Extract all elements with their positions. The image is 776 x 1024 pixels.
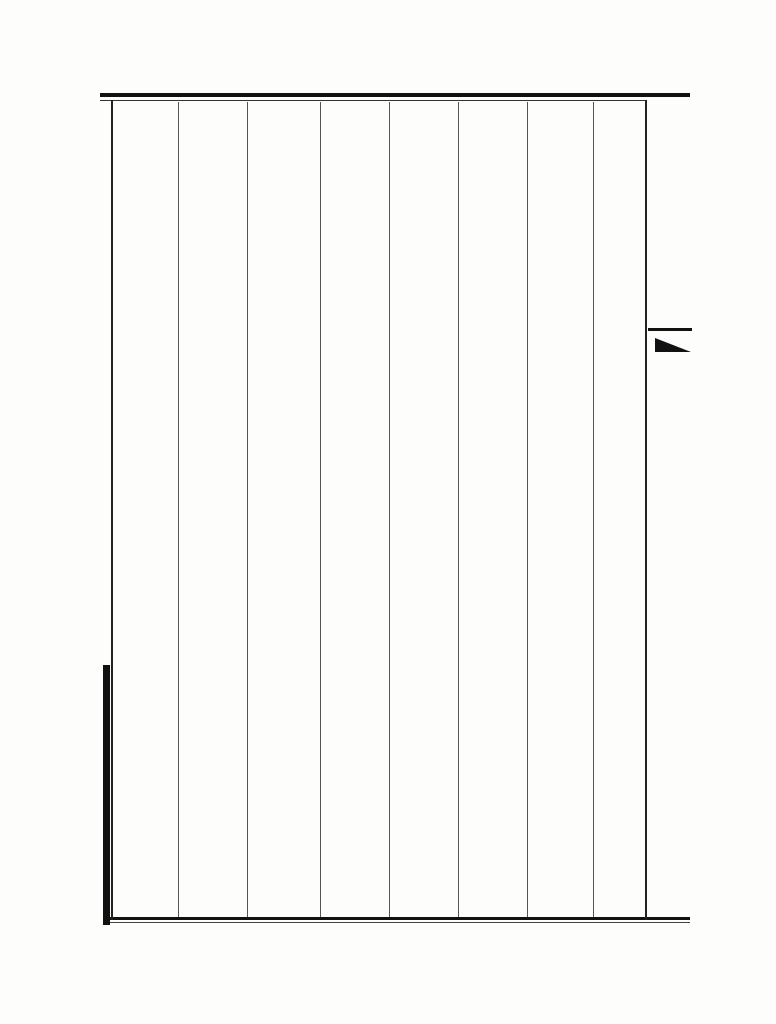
frame-left-border (103, 665, 110, 925)
column-rule (389, 102, 390, 917)
text-column-7 (185, 113, 243, 913)
column-rule (320, 102, 321, 917)
text-column-5 (326, 113, 384, 913)
text-column-4 (394, 113, 452, 913)
margin-volume-number (660, 448, 688, 558)
text-column-6 (256, 113, 314, 913)
text-column-3 (463, 113, 521, 913)
frame-top-border (100, 93, 690, 97)
frame-bottom-inner-border (106, 922, 690, 923)
column-rule (527, 102, 528, 917)
column-rule (458, 102, 459, 917)
frame-left-inner-border (111, 100, 113, 920)
text-column-2 (532, 113, 590, 913)
fishtail-bar (648, 328, 692, 331)
frame-bottom-border (106, 917, 690, 920)
column-rule (247, 102, 248, 917)
column-rule (593, 102, 594, 917)
margin-book-title (649, 108, 691, 338)
fishtail-mark (655, 338, 691, 352)
frame-top-inner-border (100, 100, 645, 101)
column-rule (178, 102, 179, 917)
text-column-8 (117, 113, 175, 913)
